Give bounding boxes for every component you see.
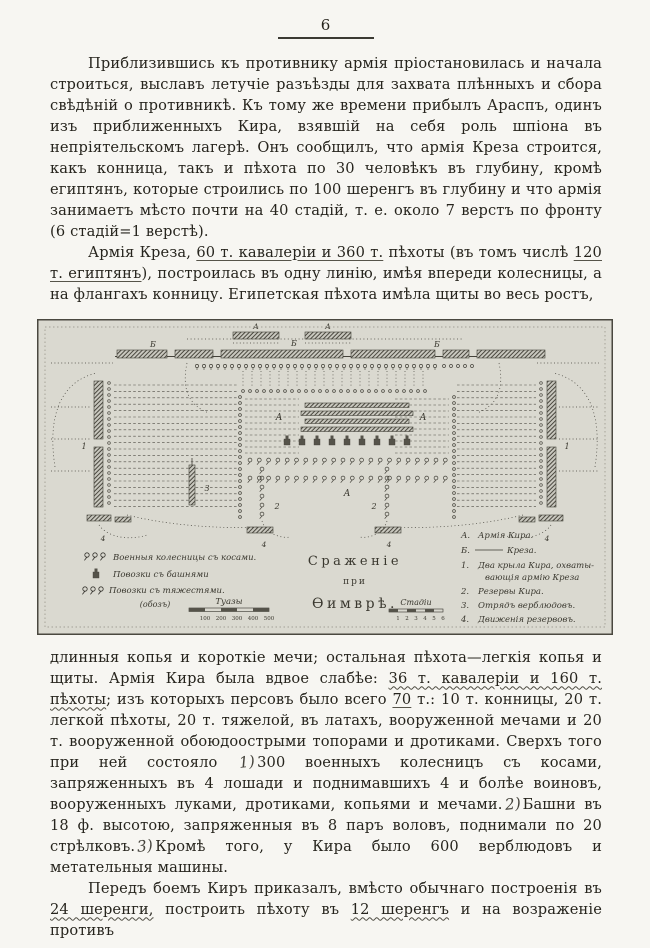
map-label-b-left: Б	[150, 339, 156, 349]
battle-map	[37, 319, 613, 635]
legend-right-num: А.	[461, 530, 471, 541]
scale-stadia-tick: 6	[441, 615, 445, 622]
text-run: ; изъ которыхъ персовъ было всего	[106, 690, 393, 708]
map-label-1-left: 1	[81, 441, 87, 451]
legend-right-text: Резервы Кира.	[478, 586, 544, 597]
map-label-b-center: Б	[291, 338, 297, 348]
pencil-underlined-text: 36 т. кавалеріи и 160 т. пѣхоты	[50, 669, 602, 708]
text-run: Башни въ 18 ф. высотою, запряженныя въ 8 паръ воловъ, поднимали по 20 стрѣлковъ.	[50, 795, 602, 855]
scale-stadia-tick: 4	[423, 615, 427, 622]
text-run: ), построилась въ одну линію, имѣя впереди колесницы, а на флангахъ конницу. Египетская пѣхота имѣла щиты во весь ростъ,	[50, 264, 603, 303]
map-label-b-right: Б	[434, 339, 440, 349]
legend-item-chariots: Военныя колесницы съ косами.	[113, 552, 257, 563]
scale-stadia-tick: 2	[405, 615, 409, 622]
text-run: Армія Креза,	[88, 243, 197, 261]
map-label-4-center-left: 4	[261, 539, 267, 549]
text-run: и на возраженіе противъ	[50, 900, 602, 939]
text-run: Приблизившись къ противнику армія пріостановилась и начала строиться, выславъ летучіе разъѣзды для захвата плѣнныхъ и сбора свѣдѣній о противникѣ. Къ тому же времени прибылъ Араспъ, одинъ изъ приближенныхъ Кира, взявшій на себя роль шпіона въ непріятельскомъ лагерѣ. Онъ сообщилъ, что армія Креза строится, какъ конница, такъ и пѣхота по 30 человѣкъ въ глубину, кромѣ египтянъ, которые строились по 100 шеренгъ въ глубину и что армія занимаетъ мѣсто почти на 40 стадій, т. е. около 7 верстъ по фронту (6 стадій=1 верстѣ).	[50, 54, 602, 240]
pencil-mark-3: 3)	[136, 835, 155, 856]
legend-right-text-cont: вающія армію Креза	[485, 572, 580, 583]
map-label-a-mid-right: А	[419, 412, 427, 423]
map-title-line-2: при	[343, 576, 367, 587]
map-label-4-wing-left: 4	[100, 533, 106, 543]
scale-toises-tick: 200	[215, 615, 227, 622]
map-label-2-left: 2	[274, 501, 280, 511]
legend-right-text: Армія Кира.	[478, 530, 534, 541]
scale-toises-tick: 300	[231, 615, 243, 622]
legend-right-num: 1.	[461, 560, 470, 571]
map-title-line-3: Ѳимврѣ.	[312, 595, 398, 612]
map-label-a-top-2: А	[325, 321, 331, 331]
page-number-rule	[278, 37, 374, 39]
paragraph-4	[50, 878, 602, 941]
map-label-1-right: 1	[564, 441, 570, 451]
paragraph-1	[50, 53, 602, 242]
legend-right-text: Два крыла Кира, охваты-	[478, 560, 594, 571]
legend-item-tower-wagons: Повозки съ башнями	[113, 569, 209, 580]
pencil-underlined-text: 70	[392, 690, 412, 708]
text-run: Передъ боемъ Киръ приказалъ, вмѣсто обычнаго построенія въ	[88, 879, 602, 897]
pencil-mark-1: 1)	[238, 751, 256, 772]
legend-right-text: Отрядъ верблюдовъ.	[478, 600, 576, 611]
scale-stadia-label: Стадіи	[400, 597, 432, 607]
text-run: пѣхоты (въ томъ числѣ	[383, 243, 574, 261]
scale-stadia-tick: 1	[396, 615, 400, 622]
battle-map-figure	[37, 319, 613, 635]
text-run: т.: 10 т. конницы, 20 т. легкой пѣхоты, 20 т. тяжелой, въ латахъ, вооруженной мечами и 20 т. вооруженной обоюдоострыми топорами и дротиками. Сверхъ того при ней состояло	[50, 690, 602, 771]
scale-stadia-tick: 5	[432, 615, 436, 622]
legend-right-text: Движенія резервовъ.	[478, 614, 576, 625]
scale-toises-label: Туазы	[215, 596, 243, 607]
text-run: 300 военныхъ колесницъ съ косами, запряженныхъ въ 4 лошади и поднимавшихъ 4 и болѣе воиновъ, вооруженныхъ луками, дротиками, копьями и мечами.	[50, 753, 602, 813]
map-label-2-right: 2	[371, 501, 377, 511]
scale-toises-tick: 500	[263, 615, 275, 622]
legend-right-text: Креза.	[507, 545, 537, 556]
page-number: 6	[320, 16, 332, 34]
paragraph-3	[50, 647, 602, 878]
map-label-a-bottom: А	[343, 488, 351, 499]
legend-right-num: 3.	[461, 600, 470, 611]
map-label-3: 3	[204, 483, 210, 493]
scale-toises-tick: 400	[247, 615, 259, 622]
legend-right-num: Б.	[461, 545, 470, 556]
map-title-line-1: Сраженіе	[307, 553, 403, 569]
map-label-4-wing-right: 4	[544, 533, 550, 543]
legend-item-baggage-wagons: Повозки съ тяжестями.	[109, 585, 225, 596]
legend-item-oboz: (обозъ)	[139, 599, 171, 609]
legend-right-num: 2.	[461, 586, 470, 597]
text-run: Кромѣ того, у Кира было 600 верблюдовъ и метательныя машины.	[50, 837, 602, 876]
map-label-a-mid-left: А	[275, 412, 283, 423]
map-label-a-top-1: А	[253, 321, 259, 331]
map-label-4-center-right: 4	[386, 539, 392, 549]
legend-right-num: 4.	[461, 614, 470, 625]
paragraph-2	[50, 242, 602, 305]
text-run: построить пѣхоту въ	[153, 900, 351, 918]
pencil-underlined-text: 24 шеренги,	[50, 900, 154, 918]
pencil-underlined-text: 60 т. кавалеріи и 360 т.	[196, 243, 384, 261]
pencil-underlined-text: 12 шеренгъ	[350, 900, 450, 918]
scale-toises-tick: 100	[199, 615, 211, 622]
pencil-mark-2: 2)	[503, 793, 522, 814]
text-run: длинныя копья и короткіе мечи; остальная пѣхота—легкія копья и щиты. Армія Кира была вдвое слабѣе:	[50, 648, 602, 687]
pencil-underlined-text: 120 т. египтянъ	[50, 243, 602, 282]
scale-stadia-tick: 3	[414, 615, 418, 622]
